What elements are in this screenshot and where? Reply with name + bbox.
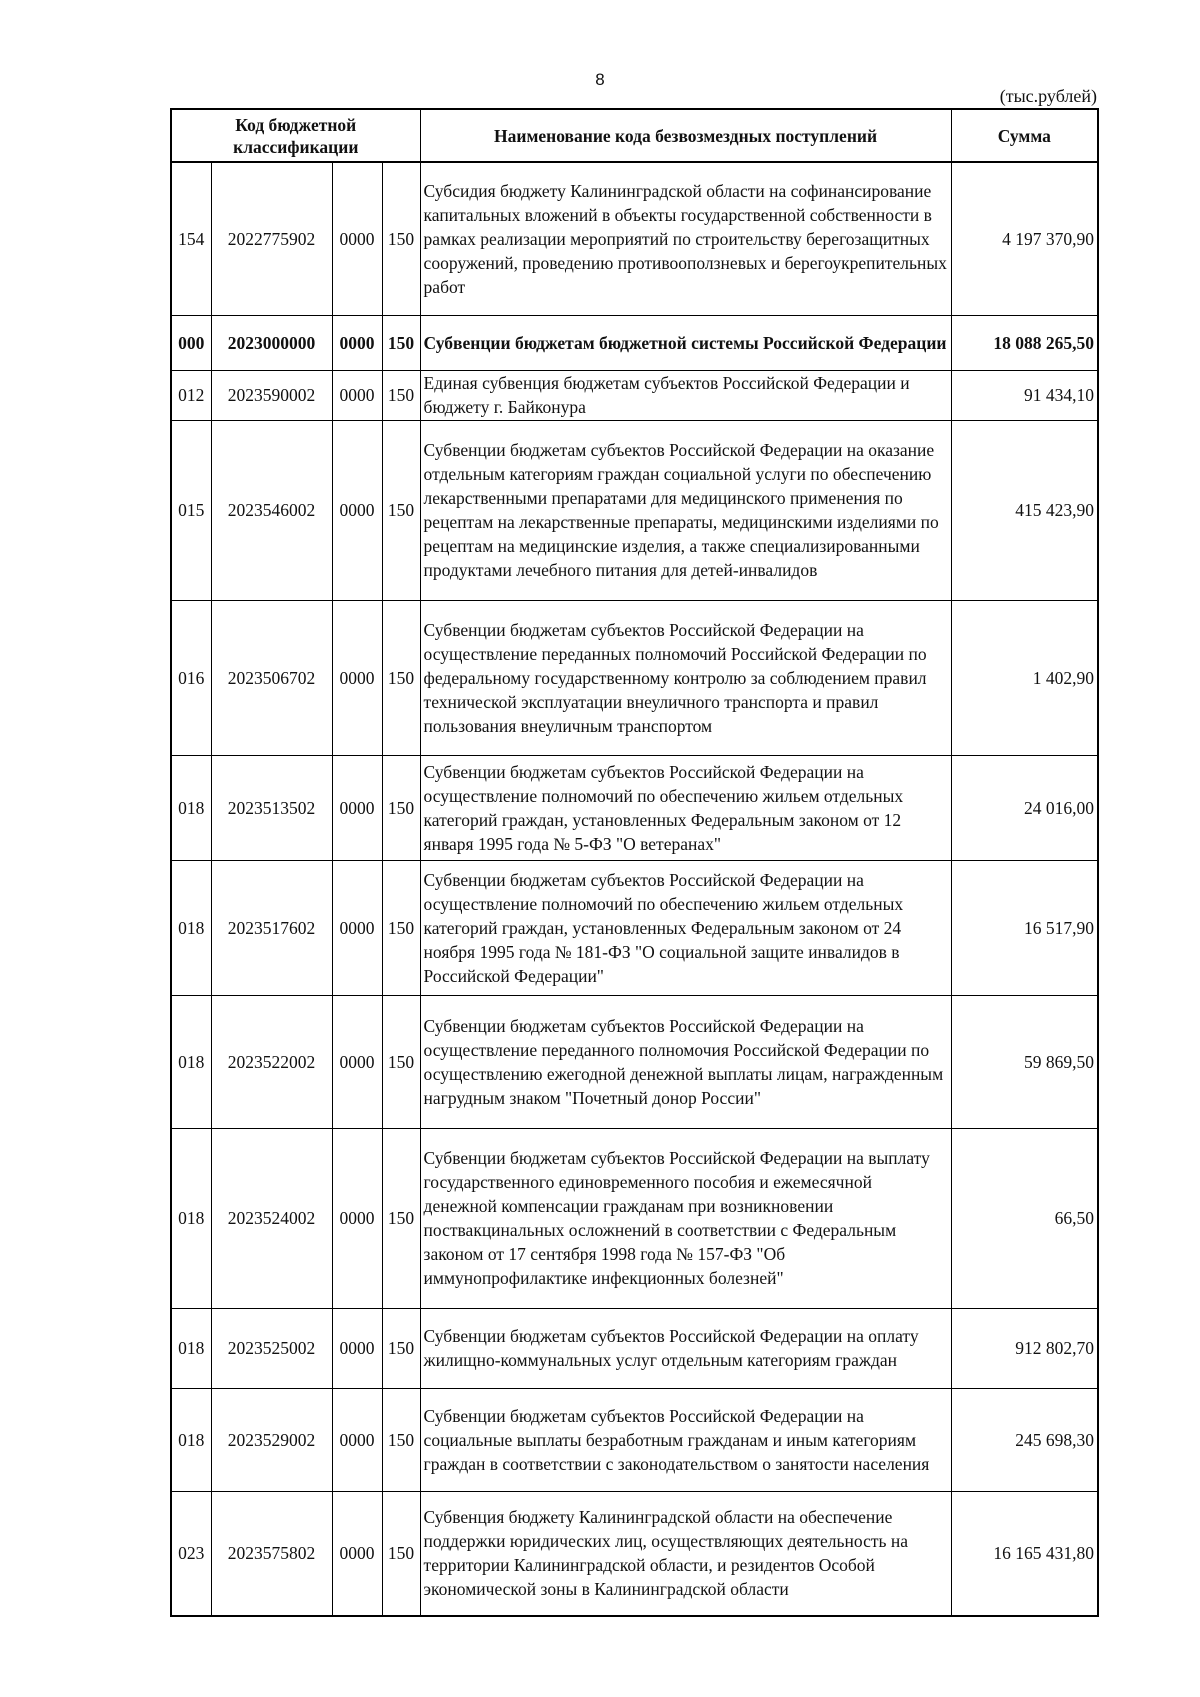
code-main: 2023506702 xyxy=(211,600,332,755)
table-header-row xyxy=(171,109,1098,162)
row-name: Субвенции бюджетам субъектов Российской Федерации на осуществление переданного полномочия Российской Федерации по осуществлению ежегодной денежной выплаты лицам, награжденным нагрудным знаком "Почетный донор России" xyxy=(420,995,951,1128)
table-row xyxy=(171,1128,1098,1308)
code-program: 0000 xyxy=(332,755,382,860)
code-program: 0000 xyxy=(332,600,382,755)
units-label: (тыс.рублей) xyxy=(999,86,1097,106)
code-admin: 018 xyxy=(171,1308,211,1388)
budget-table xyxy=(170,108,1099,1617)
table-row xyxy=(171,1388,1098,1491)
code-admin: 018 xyxy=(171,1128,211,1308)
table-row xyxy=(171,1308,1098,1388)
code-program: 0000 xyxy=(332,1491,382,1616)
table-row xyxy=(171,162,1098,315)
code-program: 0000 xyxy=(332,370,382,420)
code-main: 2023575802 xyxy=(211,1491,332,1616)
code-economic: 150 xyxy=(382,370,420,420)
code-economic: 150 xyxy=(382,860,420,995)
row-name: Субвенция бюджету Калининградской области на обеспечение поддержки юридических лиц, осуществляющих деятельность на территории Калининградской области, и резидентов Особой экономической зоны в Калининградской области xyxy=(420,1491,951,1616)
code-admin: 016 xyxy=(171,600,211,755)
code-main: 2023546002 xyxy=(211,420,332,600)
code-program: 0000 xyxy=(332,315,382,370)
code-economic: 150 xyxy=(382,1388,420,1491)
row-name: Субвенции бюджетам субъектов Российской Федерации на осуществление полномочий по обеспечению жильем отдельных категорий граждан, установленных Федеральным законом от 12 января 1995 года № 5-ФЗ "О ветеранах" xyxy=(420,755,951,860)
row-amount: 245 698,30 xyxy=(951,1388,1098,1491)
code-economic: 150 xyxy=(382,995,420,1128)
table-row xyxy=(171,995,1098,1128)
row-amount: 1 402,90 xyxy=(951,600,1098,755)
table-row xyxy=(171,1491,1098,1616)
row-amount: 66,50 xyxy=(951,1128,1098,1308)
code-admin: 018 xyxy=(171,1388,211,1491)
code-main: 2023513502 xyxy=(211,755,332,860)
code-economic: 150 xyxy=(382,315,420,370)
table-row xyxy=(171,755,1098,860)
table-row xyxy=(171,315,1098,370)
code-main: 2023522002 xyxy=(211,995,332,1128)
row-amount: 16 517,90 xyxy=(951,860,1098,995)
code-program: 0000 xyxy=(332,1308,382,1388)
row-amount: 415 423,90 xyxy=(951,420,1098,600)
code-economic: 150 xyxy=(382,600,420,755)
page-number: 8 xyxy=(595,70,605,89)
code-economic: 150 xyxy=(382,1308,420,1388)
code-main: 2023590002 xyxy=(211,370,332,420)
code-main: 2023000000 xyxy=(211,315,332,370)
row-amount: 16 165 431,80 xyxy=(951,1491,1098,1616)
code-program: 0000 xyxy=(332,1388,382,1491)
row-amount: 24 016,00 xyxy=(951,755,1098,860)
code-main: 2023517602 xyxy=(211,860,332,995)
code-admin: 018 xyxy=(171,755,211,860)
row-name: Субвенции бюджетам субъектов Российской Федерации на оплату жилищно-коммунальных услуг отдельным категориям граждан xyxy=(420,1308,951,1388)
row-name: Субвенции бюджетам субъектов Российской Федерации на осуществление переданных полномочий Российской Федерации по федеральному государственному контролю за соблюдением правил технической эксплуатации внеуличного транспорта и правил пользования внеуличным транспортом xyxy=(420,600,951,755)
code-economic: 150 xyxy=(382,1491,420,1616)
code-main: 2023525002 xyxy=(211,1308,332,1388)
row-amount: 912 802,70 xyxy=(951,1308,1098,1388)
code-admin: 000 xyxy=(171,315,211,370)
code-admin: 023 xyxy=(171,1491,211,1616)
row-name: Субвенции бюджетам субъектов Российской Федерации на выплату государственного единовременного пособия и ежемесячной денежной компенсации гражданам при возникновении поствакцинальных осложнений в соответствии с Федеральным законом от 17 сентября 1998 года № 157-ФЗ "Об иммунопрофилактике инфекционных болезней" xyxy=(420,1128,951,1308)
code-admin: 154 xyxy=(171,162,211,315)
row-amount: 18 088 265,50 xyxy=(951,315,1098,370)
code-program: 0000 xyxy=(332,1128,382,1308)
header-code: Код бюджетной классификации xyxy=(171,109,420,162)
code-economic: 150 xyxy=(382,1128,420,1308)
row-name: Субвенции бюджетам субъектов Российской Федерации на оказание отдельным категориям граждан социальной услуги по обеспечению лекарственными препаратами для медицинского применения по рецептам на лекарственные препараты, медицинскими изделиями по рецептам на медицинские изделия, а также специализированными продуктами лечебного питания для детей-инвалидов xyxy=(420,420,951,600)
row-name: Субсидия бюджету Калининградской области на софинансирование капитальных вложений в объекты государственной собственности в рамках реализации мероприятий по строительству берегозащитных сооружений, проведению противооползневых и берегоукрепительных работ xyxy=(420,162,951,315)
row-name: Субвенции бюджетам субъектов Российской Федерации на социальные выплаты безработным гражданам и иным категориям граждан в соответствии с законодательством о занятости населения xyxy=(420,1388,951,1491)
header-name: Наименование кода безвозмездных поступлений xyxy=(420,109,951,162)
code-admin: 015 xyxy=(171,420,211,600)
table-row xyxy=(171,600,1098,755)
header-amount: Сумма xyxy=(951,109,1098,162)
code-program: 0000 xyxy=(332,860,382,995)
row-name: Единая субвенция бюджетам субъектов Российской Федерации и бюджету г. Байконура xyxy=(420,370,951,420)
code-admin: 012 xyxy=(171,370,211,420)
code-economic: 150 xyxy=(382,420,420,600)
code-program: 0000 xyxy=(332,162,382,315)
row-name: Субвенции бюджетам субъектов Российской Федерации на осуществление полномочий по обеспечению жильем отдельных категорий граждан, установленных Федеральным законом от 24 ноября 1995 года № 181-ФЗ "О социальной защите инвалидов в Российской Федерации" xyxy=(420,860,951,995)
row-amount: 4 197 370,90 xyxy=(951,162,1098,315)
code-program: 0000 xyxy=(332,995,382,1128)
code-admin: 018 xyxy=(171,995,211,1128)
row-amount: 59 869,50 xyxy=(951,995,1098,1128)
table-row xyxy=(171,370,1098,420)
row-amount: 91 434,10 xyxy=(951,370,1098,420)
code-economic: 150 xyxy=(382,162,420,315)
code-main: 2022775902 xyxy=(211,162,332,315)
table-row xyxy=(171,860,1098,995)
table-row xyxy=(171,420,1098,600)
row-name: Субвенции бюджетам бюджетной системы Российской Федерации xyxy=(420,315,951,370)
code-admin: 018 xyxy=(171,860,211,995)
code-main: 2023524002 xyxy=(211,1128,332,1308)
code-main: 2023529002 xyxy=(211,1388,332,1491)
code-program: 0000 xyxy=(332,420,382,600)
code-economic: 150 xyxy=(382,755,420,860)
